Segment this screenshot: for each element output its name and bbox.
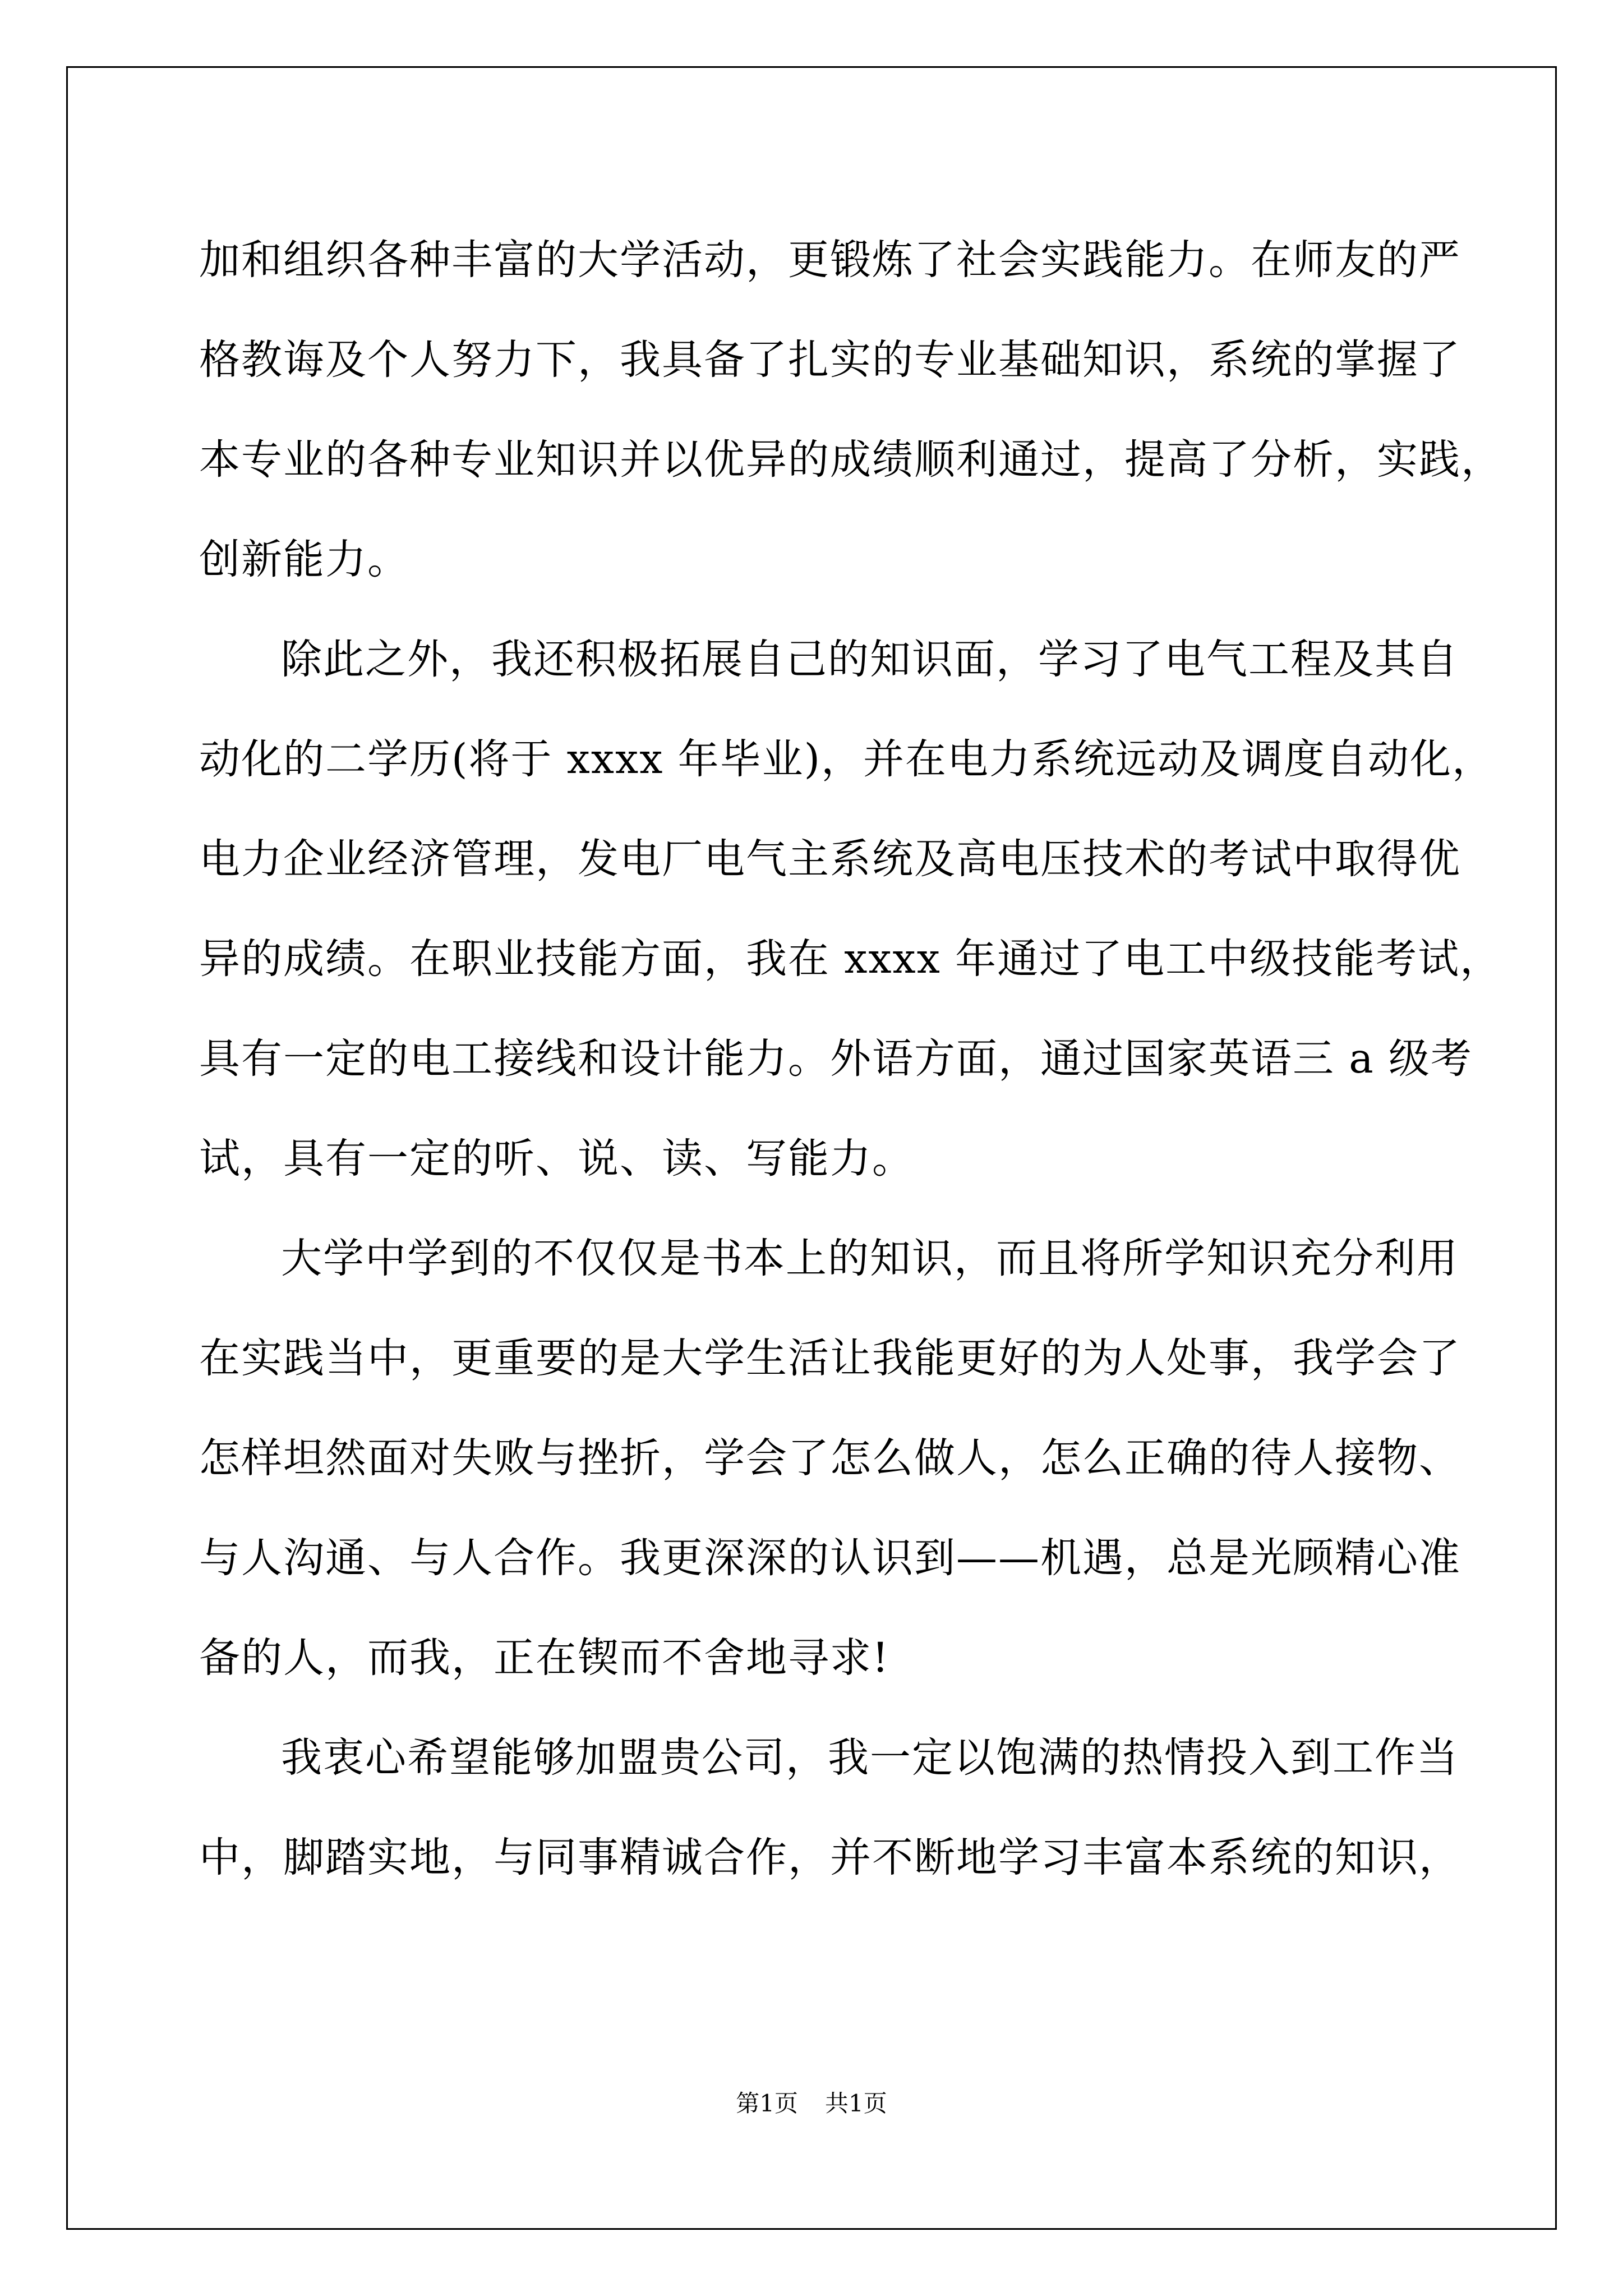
text-line: 格教诲及个人努力下，我具备了扎实的专业基础知识，系统的掌握了: [199, 336, 1461, 384]
text-line: 试，具有一定的听、说、读、写能力。: [199, 1135, 914, 1182]
page-number-current: 第1页: [736, 2090, 798, 2117]
text-line: 除此之外，我还积极拓展自己的知识面，学习了电气工程及其自: [281, 636, 1459, 683]
text-line: 怎样坦然面对失败与挫折，学会了怎么做人，怎么正确的待人接物、: [199, 1434, 1461, 1482]
document-body: [199, 210, 1503, 1908]
text-line: 具有一定的电工接线和设计能力。外语方面，通过国家英语三 a 级考: [199, 1035, 1473, 1083]
text-line: 电力企业经济管理，发电厂电气主系统及高电压技术的考试中取得优: [199, 835, 1461, 883]
text-line: 备的人，而我，正在锲而不舍地寻求!: [199, 1634, 890, 1682]
page-footer: [0, 2087, 1623, 2120]
text-line: 我衷心希望能够加盟贵公司，我一定以饱满的热情投入到工作当: [281, 1734, 1459, 1782]
text-line: 加和组织各种丰富的大学活动，更锻炼了社会实践能力。在师友的严: [199, 236, 1461, 284]
text-line: 异的成绩。在职业技能方面，我在 xxxx 年通过了电工中级技能考试，: [199, 935, 1502, 983]
text-line: 与人沟通、与人合作。我更深深的认识到——机遇，总是光顾精心准: [199, 1534, 1461, 1582]
text-line: 在实践当中，更重要的是大学生活让我能更好的为人处事，我学会了: [199, 1335, 1461, 1382]
text-line: 创新能力。: [199, 536, 409, 583]
text-line: 大学中学到的不仅仅是书本上的知识，而且将所学知识充分利用: [281, 1235, 1459, 1282]
page-number-total: 共1页: [825, 2090, 887, 2117]
text-line: 中，脚踏实地，与同事精诚合作，并不断地学习丰富本系统的知识，: [199, 1834, 1461, 1881]
text-line: 本专业的各种专业知识并以优异的成绩顺利通过，提高了分析，实践，: [199, 436, 1503, 484]
text-line: 动化的二学历(将于 xxxx 年毕业)，并在电力系统远动及调度自动化，: [199, 735, 1495, 783]
